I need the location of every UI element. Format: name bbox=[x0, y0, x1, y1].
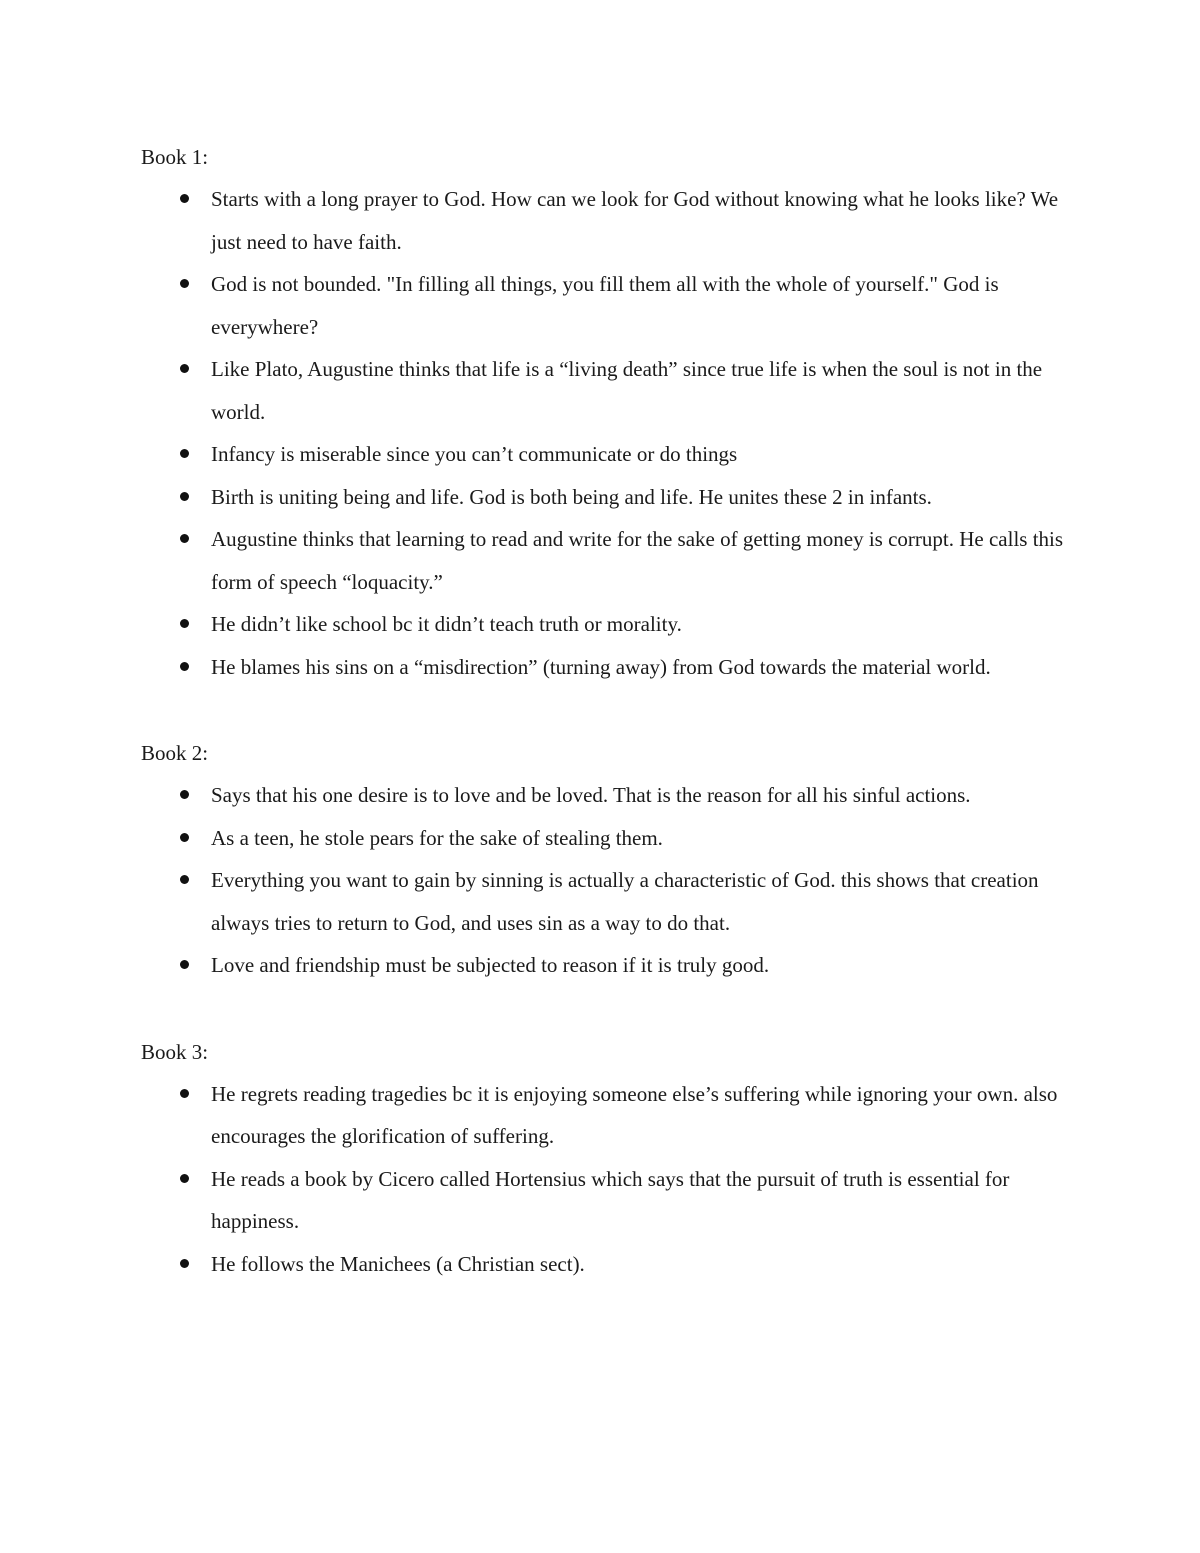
bullet-icon bbox=[180, 534, 189, 543]
section-heading: Book 1: bbox=[141, 145, 209, 169]
list-item bbox=[141, 1073, 1081, 1158]
bullet-icon bbox=[180, 960, 189, 969]
list-item bbox=[141, 263, 1081, 348]
list-item bbox=[141, 817, 1081, 860]
bullet-icon bbox=[180, 790, 189, 799]
list-item bbox=[141, 859, 1081, 944]
list-item bbox=[141, 944, 1081, 987]
list-item bbox=[141, 603, 1081, 646]
bullet-icon bbox=[180, 364, 189, 373]
bullet-icon bbox=[180, 1089, 189, 1098]
list-item-text: Love and friendship must be subjected to reason if it is truly good. bbox=[211, 953, 770, 977]
list-item-text: Augustine thinks that learning to read and write for the sake of getting money is corrupt. He calls this form of speech “loquacity.” bbox=[211, 527, 1064, 594]
bullet-icon bbox=[180, 875, 189, 884]
list-item-text: As a teen, he stole pears for the sake of stealing them. bbox=[211, 825, 663, 850]
list-item bbox=[141, 1243, 1081, 1286]
bullet-list bbox=[141, 1073, 1081, 1286]
bullet-icon bbox=[180, 1174, 189, 1183]
bullet-icon bbox=[180, 194, 189, 203]
list-item bbox=[141, 178, 1081, 263]
bullet-icon bbox=[180, 833, 189, 842]
section-book-3 bbox=[141, 1031, 1081, 1286]
document-content bbox=[141, 136, 1081, 1329]
bullet-list bbox=[141, 774, 1081, 987]
section-book-2 bbox=[141, 732, 1081, 987]
bullet-icon bbox=[180, 279, 189, 288]
list-item-text: He regrets reading tragedies bc it is enjoying someone else’s suffering while ignoring your own. also encourages the glorification of suffering. bbox=[211, 1081, 1058, 1148]
list-item-text: He blames his sins on a “misdirection” (turning away) from God towards the material world. bbox=[211, 654, 991, 679]
section-book-1 bbox=[141, 136, 1081, 688]
list-item bbox=[141, 348, 1081, 433]
list-item bbox=[141, 476, 1081, 519]
list-item-text: Birth is uniting being and life. God is both being and life. He unites these 2 in infants. bbox=[211, 484, 932, 509]
list-item-text: He follows the Manichees (a Christian sect). bbox=[211, 1251, 585, 1276]
bullet-icon bbox=[180, 662, 189, 671]
list-item bbox=[141, 774, 1081, 817]
section-heading: Book 3: bbox=[141, 1039, 209, 1064]
bullet-icon bbox=[180, 1259, 189, 1268]
bullet-icon bbox=[180, 619, 189, 628]
list-item bbox=[141, 518, 1081, 603]
list-item-text: Everything you want to gain by sinning is actually a characteristic of God. this shows that creation always tries to return to God, and uses sin as a way to do that. bbox=[211, 868, 1039, 935]
list-item-text: God is not bounded. "In filling all things, you fill them all with the whole of yourself." God is everywhere? bbox=[211, 272, 999, 339]
section-heading: Book 2: bbox=[141, 741, 209, 765]
list-item-text: Starts with a long prayer to God. How can we look for God without knowing what he looks like? We just need to have faith. bbox=[211, 187, 1059, 254]
bullet-icon bbox=[180, 449, 189, 458]
list-item-text: He reads a book by Cicero called Hortensius which says that the pursuit of truth is essential for happiness. bbox=[211, 1166, 1010, 1233]
bullet-list bbox=[141, 178, 1081, 688]
list-item-text: He didn’t like school bc it didn’t teach truth or morality. bbox=[211, 612, 682, 636]
list-item bbox=[141, 1158, 1081, 1243]
list-item bbox=[141, 433, 1081, 476]
list-item bbox=[141, 646, 1081, 689]
list-item-text: Like Plato, Augustine thinks that life is a “living death” since true life is when the soul is not in the world. bbox=[211, 357, 1043, 424]
bullet-icon bbox=[180, 492, 189, 501]
list-item-text: Infancy is miserable since you can’t communicate or do things bbox=[211, 442, 738, 466]
list-item-text: Says that his one desire is to love and be loved. That is the reason for all his sinful actions. bbox=[211, 783, 971, 807]
